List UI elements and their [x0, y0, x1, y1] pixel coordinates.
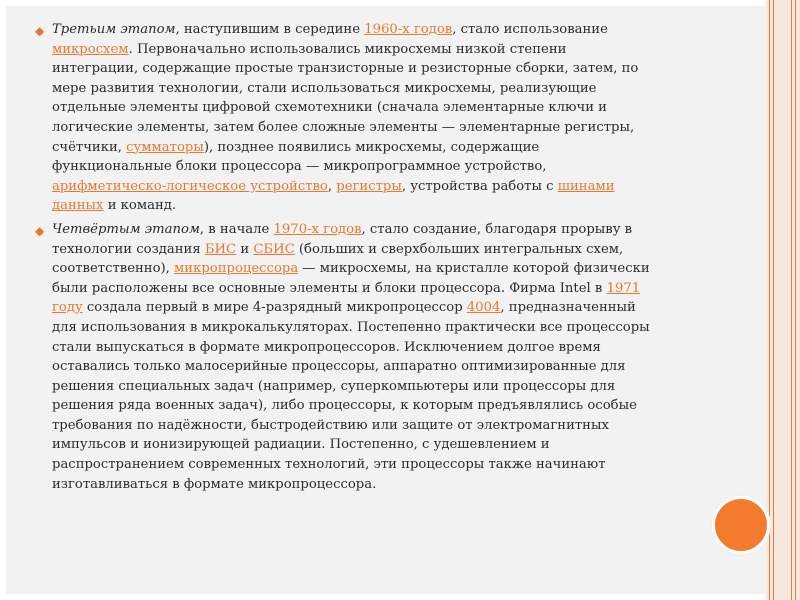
slide-content: [34, 20, 654, 498]
link-1970s[interactable]: 1970-х годов: [273, 221, 362, 237]
side-decoration-line: [791, 0, 792, 600]
paragraph-fourth-stage: [34, 220, 654, 494]
link-alu[interactable]: арифметическо-логическое устройство: [52, 178, 328, 194]
link-registers[interactable]: регистры: [336, 178, 402, 194]
side-decoration-line: [769, 0, 770, 600]
link-adders[interactable]: сумматоры: [126, 139, 204, 155]
paragraph-text: — микросхемы, на кристалле которой физически были расположены все основные элементы и блоки процессора. Фирма Intel в: [52, 261, 650, 296]
link-1960s[interactable]: 1960-х годов: [364, 22, 453, 37]
paragraph-text: и: [236, 241, 254, 257]
paragraph-text: (больших и сверхбольших интегральных схем, соответственно),: [52, 241, 624, 277]
link-1971[interactable]: 1971 году: [52, 280, 641, 316]
link-microchips[interactable]: микросхем: [52, 41, 129, 57]
paragraph-third-stage: [34, 20, 654, 216]
paragraph-text: ), позднее появились микросхемы, содержащие функциональные блоки процессора — микропрограммное устройство,: [52, 139, 547, 175]
paragraph-lead: Четвёртым этапом: [52, 221, 200, 237]
link-microprocessor[interactable]: микропроцессора: [174, 261, 299, 277]
diamond-bullet-icon: ◆: [35, 223, 45, 238]
paragraph-text: создала первый в мире 4-разрядный микропроцессор: [82, 300, 467, 316]
link-data-buses[interactable]: шинами данных: [52, 178, 615, 214]
paragraph-text: ,: [327, 178, 337, 194]
decorative-circle: [712, 496, 770, 554]
diamond-bullet-icon: ◆: [35, 24, 45, 38]
paragraph-text: . Первоначально использовались микросхемы низкой степени интеграции, содержащие простые транзисторные и резисторные сборки, затем, по мере развития технологии, стали использоваться микросхемы, реализующие отдельные элементы цифровой схемотехники (сначала элементарные ключи и логические элементы, затем более сложные элементы — элементарные регистры, счётчики,: [52, 41, 639, 155]
side-decoration-line: [773, 0, 774, 600]
link-bis[interactable]: БИС: [204, 241, 237, 257]
paragraph-text: , устройства работы с: [401, 178, 558, 194]
paragraph-text: , в начале: [199, 221, 274, 237]
paragraph-lead: Третьим этапом: [52, 22, 176, 37]
link-4004[interactable]: 4004: [466, 300, 501, 316]
paragraph-text: , стало создание, благодаря прорыву в технологии создания: [52, 221, 633, 257]
paragraph-text: , предназначенный для использования в микрокалькуляторах. Постепенно практически все процессоры стали выпускаться в формате микропроцессоров. Исключением долгое время оставались только малосерийные процессоры, аппаратно оптимизированные для решения специальных задач (например, суперкомпьютеры или процессоры для решения ряда военных задач), либо процессоры, к которым предъявлялись особые требования по надёжности, быстродействию или защите от электромагнитных импульсов и ионизирующей радиации. Постепенно, с удешевлением и распространением современных технологий, эти процессоры также начинают изготавливаться в формате микропроцессора.: [52, 300, 650, 492]
side-decoration-line: [795, 0, 796, 600]
paragraph-text: , стало использование: [452, 22, 608, 37]
paragraph-text: и команд.: [103, 198, 177, 214]
paragraph-text: , наступившим в середине: [175, 22, 365, 37]
link-sbis[interactable]: СБИС: [253, 241, 295, 257]
